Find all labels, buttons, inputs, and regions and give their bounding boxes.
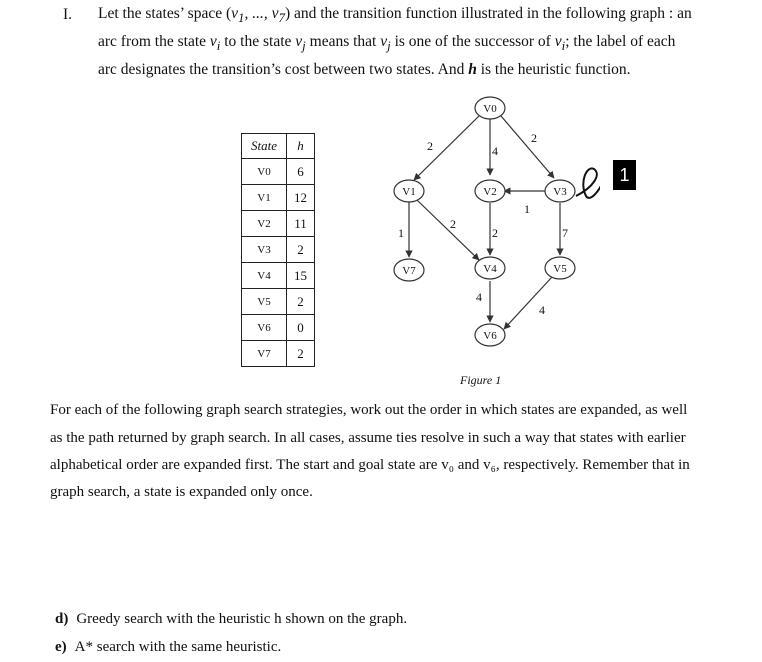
state-cell: V1 — [242, 185, 287, 211]
h-cell: 15 — [287, 263, 315, 289]
h-cell: 2 — [287, 341, 315, 367]
edge-label-v4-v6: 4 — [476, 290, 482, 304]
table-row — [242, 341, 315, 367]
state-cell: V7 — [242, 341, 287, 367]
state-cell: V3 — [242, 237, 287, 263]
node-label-v0: V0 — [483, 103, 497, 115]
question-e-text: A* search with the same heuristic. — [74, 639, 282, 655]
table-row — [242, 237, 315, 263]
table-row — [242, 159, 315, 185]
question-d-label: d) — [55, 611, 69, 627]
edge-v0-v1 — [414, 116, 479, 180]
intro-line-1: Let the states’ space ($v_1$, ..., $v_7$) and the transition function illustrated in the following graph : an — [98, 5, 692, 26]
state-cell: V4 — [242, 263, 287, 289]
handwritten-pointer-mark — [576, 168, 600, 198]
question-d-text: Greedy search with the heuristic h shown on the graph. — [76, 611, 408, 627]
node-label-v7: V7 — [402, 265, 416, 277]
h-cell: 2 — [287, 237, 315, 263]
h-cell: 6 — [287, 159, 315, 185]
heuristic-table-header — [242, 134, 315, 159]
state-cell: V0 — [242, 159, 287, 185]
annotation-marker: 1 — [613, 160, 636, 190]
table-row — [242, 315, 315, 341]
edge-label-v1-v4: 2 — [450, 217, 456, 231]
body-line-4: graph search, a state is expanded only once. — [50, 484, 313, 500]
state-graph — [380, 95, 600, 355]
edge-label-v5-v6: 4 — [539, 303, 545, 317]
question-e — [55, 639, 281, 656]
header-state: State — [242, 134, 287, 159]
edge-label-v3-v2: 1 — [524, 202, 530, 216]
state-cell: V2 — [242, 211, 287, 237]
node-label-v6: V6 — [483, 330, 497, 342]
section-numeral: I. — [63, 6, 73, 23]
edge-v1-v4 — [417, 200, 479, 260]
question-d — [55, 611, 407, 628]
table-row — [242, 263, 315, 289]
edge-label-v3-v5: 7 — [562, 226, 568, 240]
table-row — [242, 211, 315, 237]
body-line-2: as the path returned by graph search. In all cases, assume ties resolve in such a way that states with earlier — [50, 430, 686, 446]
edge-label-v1-v7: 1 — [398, 226, 404, 240]
body-line-1: For each of the following graph search strategies, work out the order in which states are expanded, as well — [50, 402, 688, 418]
edge-label-v0-v3: 2 — [531, 131, 537, 145]
edge-label-v2-v4: 2 — [492, 226, 498, 240]
table-row — [242, 289, 315, 315]
h-cell: 12 — [287, 185, 315, 211]
node-label-v4: V4 — [483, 263, 497, 275]
node-label-v2: V2 — [483, 186, 497, 198]
state-cell: V5 — [242, 289, 287, 315]
body-line-3: alphabetical order are expanded first. The start and goal state are v₀ and v₆, respectively. Remember that in — [50, 457, 690, 473]
intro-line-2: arc from the state $v_i$ to the state $v_j$ means that $v_j$ is one of the successor of $v_i$; the label of each — [98, 33, 676, 54]
question-e-label: e) — [55, 639, 67, 655]
table-row — [242, 185, 315, 211]
h-cell: 2 — [287, 289, 315, 315]
intro-line-3: arc designates the transition’s cost between two states. And h is the heuristic function. — [98, 61, 631, 78]
heuristic-table — [241, 133, 315, 367]
node-label-v5: V5 — [553, 263, 567, 275]
h-cell: 0 — [287, 315, 315, 341]
edge-v0-v3 — [501, 116, 554, 178]
header-h: h — [287, 134, 315, 159]
edge-label-v0-v2: 4 — [492, 144, 498, 158]
figure-caption: Figure 1 — [460, 373, 502, 387]
node-label-v1: V1 — [402, 186, 416, 198]
node-label-v3: V3 — [553, 186, 567, 198]
state-cell: V6 — [242, 315, 287, 341]
edge-label-v0-v1: 2 — [427, 139, 433, 153]
h-cell: 11 — [287, 211, 315, 237]
